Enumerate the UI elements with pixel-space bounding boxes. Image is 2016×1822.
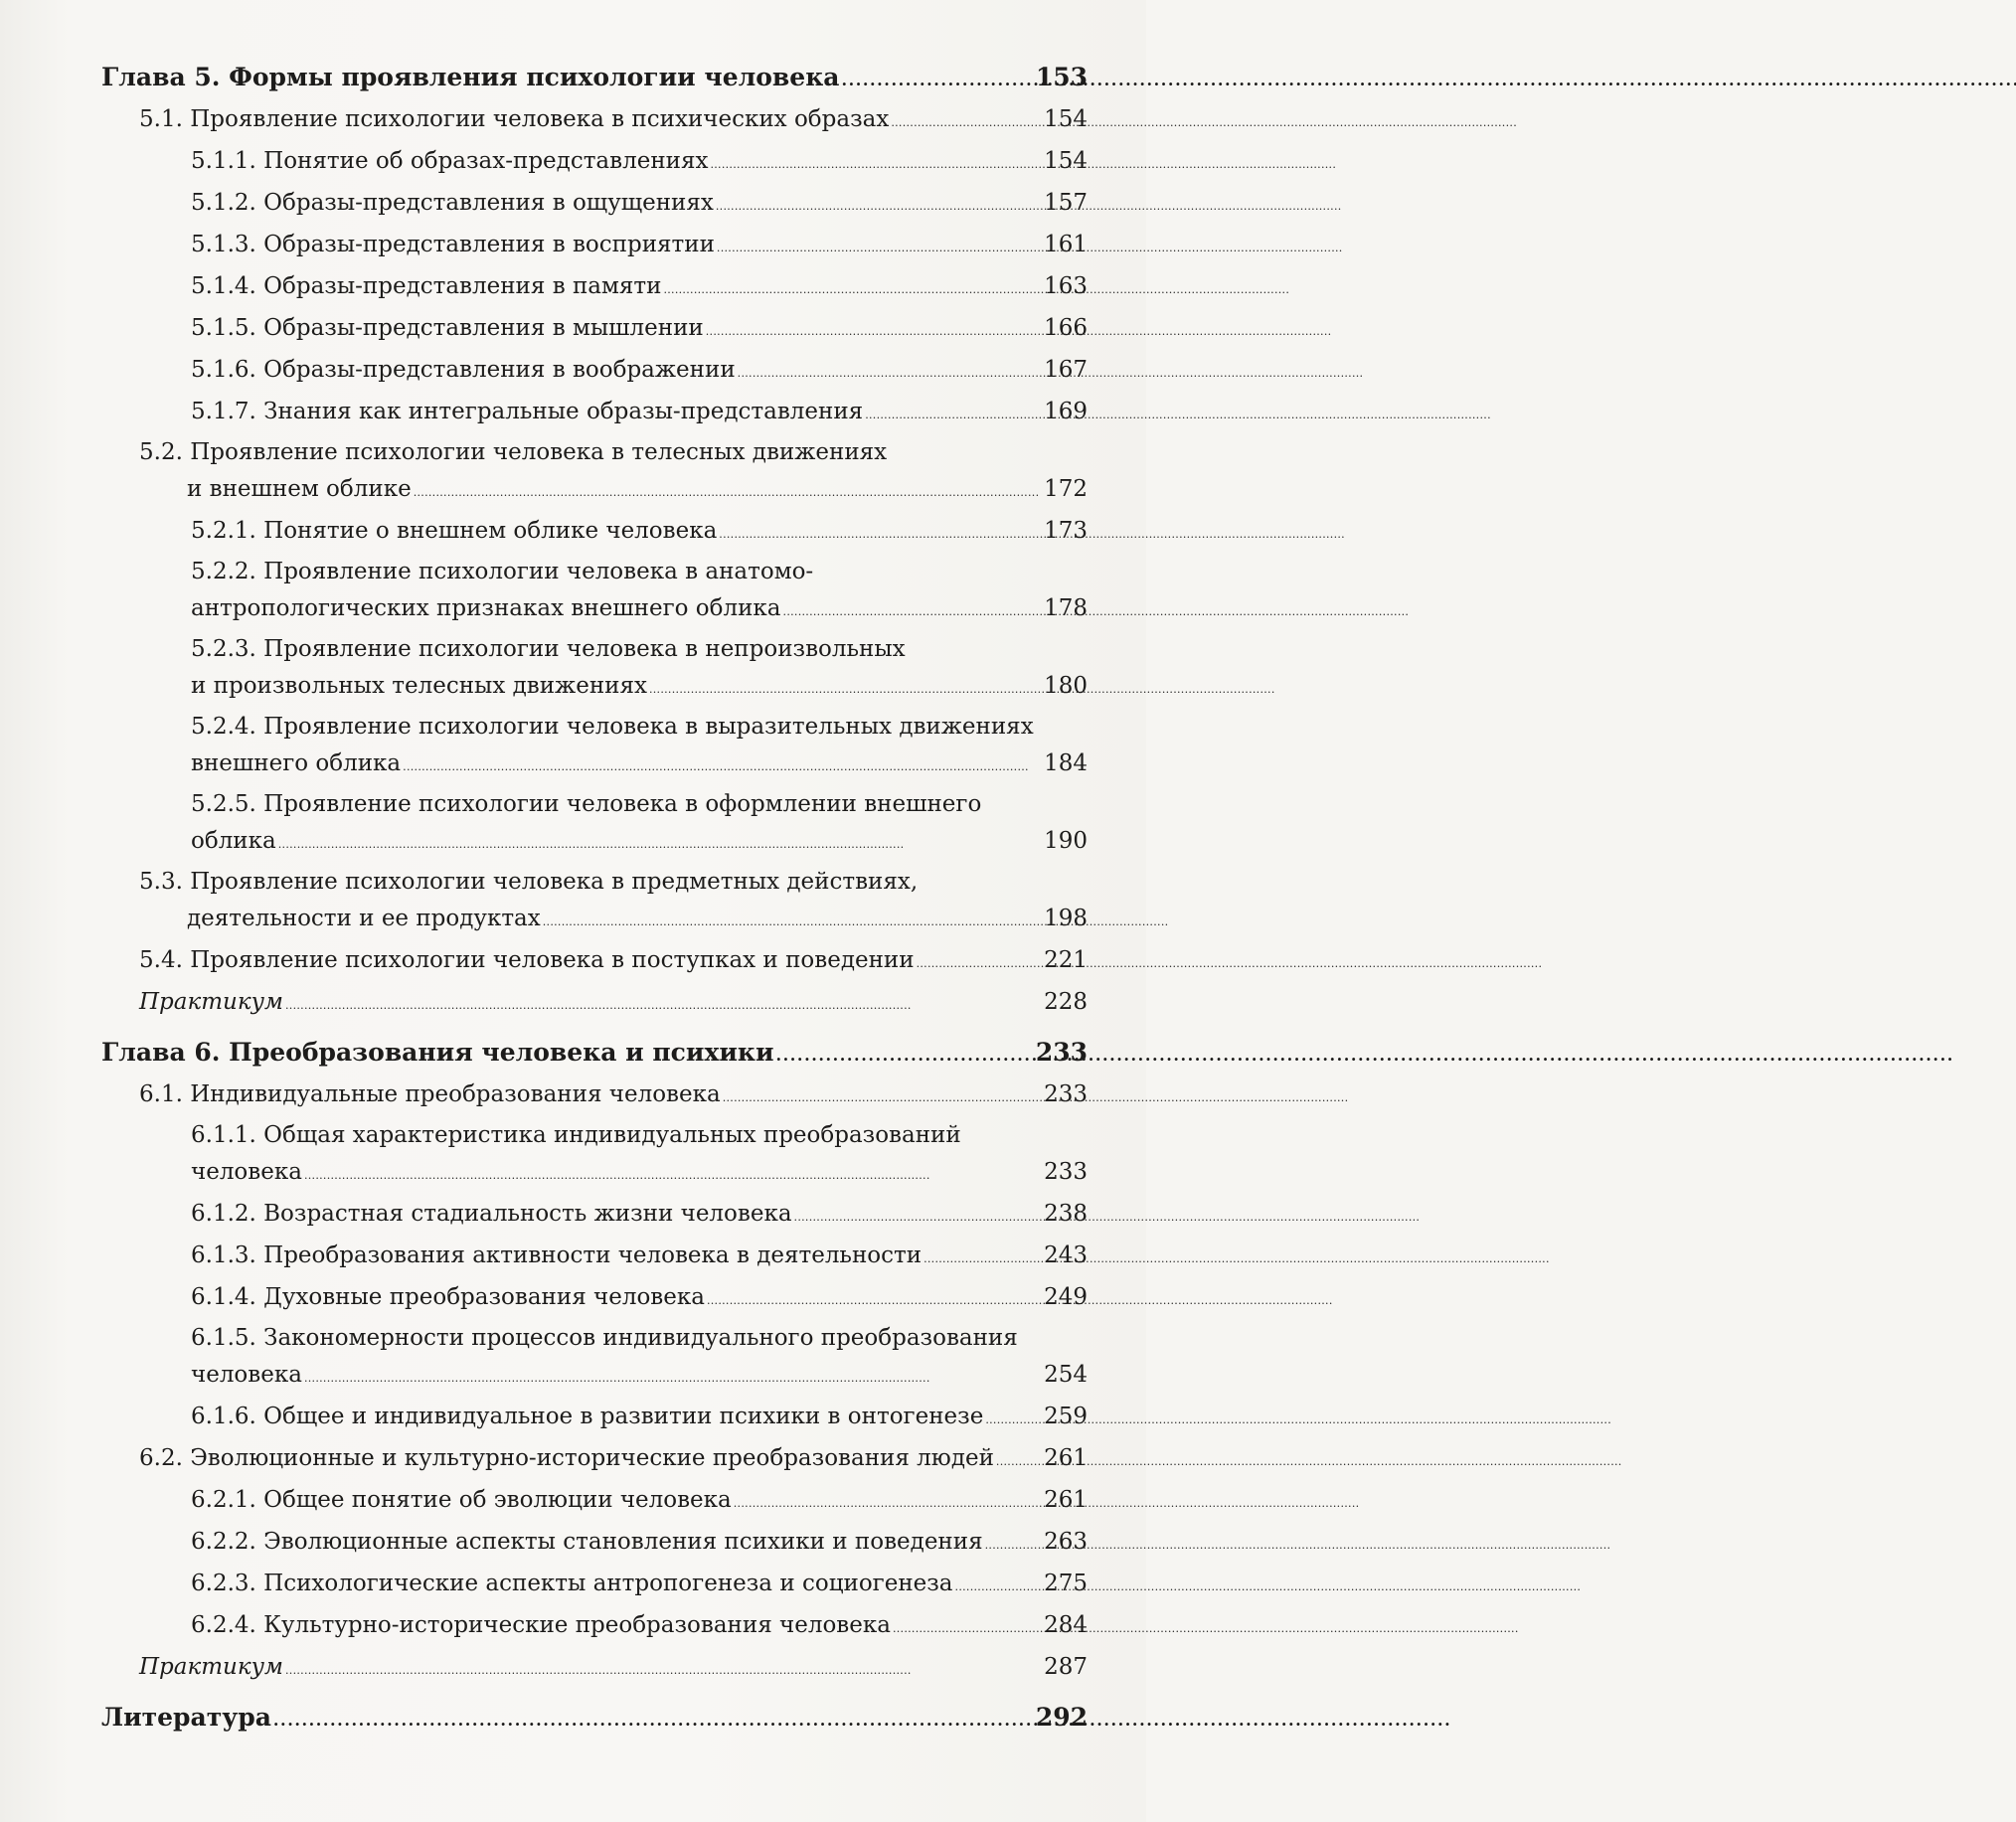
toc-page-number: 261 xyxy=(1044,1445,1088,1471)
toc-subsection-entry xyxy=(101,1398,1088,1439)
toc-entry-title: 6.2.1. Общее понятие об эволюции человека xyxy=(191,1487,732,1513)
toc-entry-title-line: 5.3. Проявление психологии человека в предметных действиях, xyxy=(139,869,919,895)
dot-leader xyxy=(723,1076,1040,1117)
toc-subsection-entry xyxy=(101,1237,1088,1278)
dot-leader xyxy=(734,1481,1040,1523)
toc-entry-title-line: 5.2.3. Проявление психологии человека в непроизвольных xyxy=(191,636,906,662)
toc-page-number: 254 xyxy=(1044,1362,1088,1388)
dot-leader xyxy=(716,184,1040,226)
dot-leader xyxy=(841,58,1031,100)
toc-section-entry xyxy=(101,1648,1088,1690)
toc-entry-title-continuation: внешнего облика xyxy=(191,750,402,776)
toc-page-number: 154 xyxy=(1044,148,1088,174)
toc-subsection-entry xyxy=(101,1195,1088,1237)
toc-page-number: 173 xyxy=(1044,518,1088,544)
dot-leader xyxy=(707,1278,1040,1320)
toc-entry-title: 5.4. Проявление психологии человека в поступках и поведении xyxy=(139,947,915,973)
toc-entry-title-line: 5.2.5. Проявление психологии человека в оформлении внешнего xyxy=(191,791,982,817)
dot-leader xyxy=(917,941,1041,983)
toc-entry-title: 5.1.7. Знания как интегральные образы-представления xyxy=(191,399,864,424)
toc-entry-title: 6.2.4. Культурно-исторические преобразования человека xyxy=(191,1612,891,1638)
toc-subsection-entry xyxy=(101,709,1088,786)
dot-leader xyxy=(955,1565,1041,1606)
toc-entry-title: 6.1. Индивидуальные преобразования человека xyxy=(139,1081,721,1107)
toc-section-entry xyxy=(101,941,1088,983)
toc-entry-title: 6.1.2. Возрастная стадиальность жизни человека xyxy=(191,1201,792,1227)
toc-entry-title-line: 6.1.5. Закономерности процессов индивидуального преобразования xyxy=(191,1325,1018,1351)
toc-chapter-entry xyxy=(101,1698,1088,1740)
toc-entry-title: 5.1.2. Образы-представления в ощущениях xyxy=(191,190,714,216)
toc-entry-title-continuation: человека xyxy=(191,1362,302,1388)
toc-page-number: 284 xyxy=(1044,1612,1088,1638)
toc-page-number: 198 xyxy=(1044,906,1088,931)
dot-leader xyxy=(719,512,1040,554)
dot-leader xyxy=(649,667,1040,709)
toc-entry-title: Практикум xyxy=(139,1654,283,1680)
dot-leader xyxy=(783,589,1041,631)
dot-leader xyxy=(304,1356,1040,1398)
dot-leader xyxy=(893,1606,1040,1648)
toc-page-number: 233 xyxy=(1044,1159,1088,1185)
toc-subsection-entry xyxy=(101,393,1088,434)
dot-leader xyxy=(278,822,1040,864)
toc-entry-title: 5.1.1. Понятие об образах-представлениях xyxy=(191,148,709,174)
toc-subsection-entry xyxy=(101,1278,1088,1320)
toc-page-number: 233 xyxy=(1035,1038,1088,1067)
dot-leader xyxy=(285,983,1040,1025)
toc-page-number: 178 xyxy=(1044,595,1088,621)
toc-page-number: 263 xyxy=(1044,1529,1088,1555)
toc-page-number: 233 xyxy=(1044,1081,1088,1107)
toc-page-number: 184 xyxy=(1044,750,1088,776)
dot-leader xyxy=(273,1698,1032,1740)
toc-page-number: 249 xyxy=(1044,1284,1088,1310)
table-of-contents xyxy=(101,58,1088,1740)
toc-subsection-entry xyxy=(101,309,1088,351)
toc-entry-title: 6.1.3. Преобразования активности человека в деятельности xyxy=(191,1242,923,1268)
toc-page-number: 190 xyxy=(1044,828,1088,854)
toc-subsection-entry xyxy=(101,786,1088,864)
toc-page-number: 153 xyxy=(1035,63,1088,91)
toc-subsection-entry xyxy=(101,351,1088,393)
toc-entry-title: Практикум xyxy=(139,989,283,1015)
toc-section-entry xyxy=(101,864,1088,941)
toc-subsection-entry xyxy=(101,554,1088,631)
toc-chapter-title: Литература xyxy=(101,1703,271,1732)
toc-entry-title: 6.2.3. Психологические аспекты антропогенеза и социогенеза xyxy=(191,1571,953,1596)
toc-page-number: 163 xyxy=(1044,273,1088,299)
toc-subsection-entry xyxy=(101,1481,1088,1523)
toc-entry-title-line: 6.1.1. Общая характеристика индивидуальных преобразований xyxy=(191,1122,961,1148)
toc-entry-title-continuation: антропологических признаках внешнего облика xyxy=(191,595,781,621)
toc-page-number: 243 xyxy=(1044,1242,1088,1268)
toc-chapter-title: Глава 5. Формы проявления психологии человека xyxy=(101,63,840,91)
dot-leader xyxy=(304,1153,1040,1195)
toc-section-entry xyxy=(101,1076,1088,1117)
toc-entry-title: 5.2.1. Понятие о внешнем облике человека xyxy=(191,518,718,544)
toc-entry-title: 6.1.4. Духовные преобразования человека xyxy=(191,1284,705,1310)
toc-chapter-title: Глава 6. Преобразования человека и психики xyxy=(101,1038,774,1067)
toc-entry-title: 6.2.2. Эволюционные аспекты становления психики и поведения xyxy=(191,1529,983,1555)
dot-leader xyxy=(285,1648,1040,1690)
dot-leader xyxy=(985,1398,1040,1439)
toc-entry-title: 5.1.5. Образы-представления в мышлении xyxy=(191,315,704,341)
toc-page-number: 167 xyxy=(1044,357,1088,383)
toc-entry-title-line: 5.2.4. Проявление психологии человека в выразительных движениях xyxy=(191,714,1034,740)
toc-subsection-entry xyxy=(101,1117,1088,1195)
toc-entry-title: 6.2. Эволюционные и культурно-исторические преобразования людей xyxy=(139,1445,994,1471)
dot-leader xyxy=(543,900,1040,941)
toc-subsection-entry xyxy=(101,1320,1088,1398)
toc-section-entry xyxy=(101,1439,1088,1481)
toc-subsection-entry xyxy=(101,1523,1088,1565)
toc-subsection-entry xyxy=(101,1606,1088,1648)
dot-leader xyxy=(891,100,1040,142)
toc-page-number: 221 xyxy=(1044,947,1088,973)
toc-entry-title-continuation: и внешнем облике xyxy=(187,476,412,502)
toc-page-number: 154 xyxy=(1044,106,1088,132)
dot-leader xyxy=(414,470,1040,512)
toc-entry-title-line: 5.2.2. Проявление психологии человека в анатомо- xyxy=(191,559,814,584)
toc-section-entry xyxy=(101,434,1088,512)
dot-leader xyxy=(776,1033,1032,1076)
toc-page-number: 172 xyxy=(1044,476,1088,502)
toc-page-number: 292 xyxy=(1035,1703,1088,1732)
dot-leader xyxy=(794,1195,1041,1237)
toc-entry-title-continuation: человека xyxy=(191,1159,302,1185)
toc-entry-title: 5.1.3. Образы-представления в восприятии xyxy=(191,232,715,257)
toc-entry-title-line: 5.2. Проявление психологии человека в телесных движениях xyxy=(139,439,888,465)
dot-leader xyxy=(985,1523,1040,1565)
toc-page-number: 166 xyxy=(1044,315,1088,341)
toc-page-number: 287 xyxy=(1044,1654,1088,1680)
toc-page-number: 228 xyxy=(1044,989,1088,1015)
toc-page-number: 161 xyxy=(1044,232,1088,257)
toc-entry-title-continuation: облика xyxy=(191,828,276,854)
toc-page-number: 275 xyxy=(1044,1571,1088,1596)
toc-subsection-entry xyxy=(101,512,1088,554)
toc-page-number: 180 xyxy=(1044,673,1088,699)
toc-chapter-entry xyxy=(101,1033,1088,1076)
toc-subsection-entry xyxy=(101,267,1088,309)
dot-leader xyxy=(717,226,1040,267)
dot-leader xyxy=(924,1237,1040,1278)
toc-entry-title: 5.1. Проявление психологии человека в психических образах xyxy=(139,106,890,132)
dot-leader xyxy=(996,1439,1040,1481)
dot-leader xyxy=(865,393,1040,434)
dot-leader xyxy=(738,351,1040,393)
toc-subsection-entry xyxy=(101,142,1088,184)
toc-section-entry xyxy=(101,983,1088,1025)
toc-page-number: 261 xyxy=(1044,1487,1088,1513)
toc-entry-title-continuation: и произвольных телесных движениях xyxy=(191,673,647,699)
dot-leader xyxy=(403,745,1040,786)
toc-chapter-entry xyxy=(101,58,1088,100)
toc-section-entry xyxy=(101,100,1088,142)
dot-leader xyxy=(663,267,1040,309)
toc-page-number: 238 xyxy=(1044,1201,1088,1227)
toc-subsection-entry xyxy=(101,1565,1088,1606)
dot-leader xyxy=(710,142,1040,184)
toc-page-number: 259 xyxy=(1044,1404,1088,1429)
toc-page-number: 157 xyxy=(1044,190,1088,216)
toc-page-number: 169 xyxy=(1044,399,1088,424)
toc-subsection-entry xyxy=(101,631,1088,709)
toc-entry-title: 5.1.4. Образы-представления в памяти xyxy=(191,273,662,299)
dot-leader xyxy=(706,309,1040,351)
toc-entry-title-continuation: деятельности и ее продуктах xyxy=(187,906,541,931)
toc-subsection-entry xyxy=(101,226,1088,267)
toc-subsection-entry xyxy=(101,184,1088,226)
toc-entry-title: 6.1.6. Общее и индивидуальное в развитии психики в онтогенезе xyxy=(191,1404,984,1429)
toc-entry-title: 5.1.6. Образы-представления в воображении xyxy=(191,357,736,383)
